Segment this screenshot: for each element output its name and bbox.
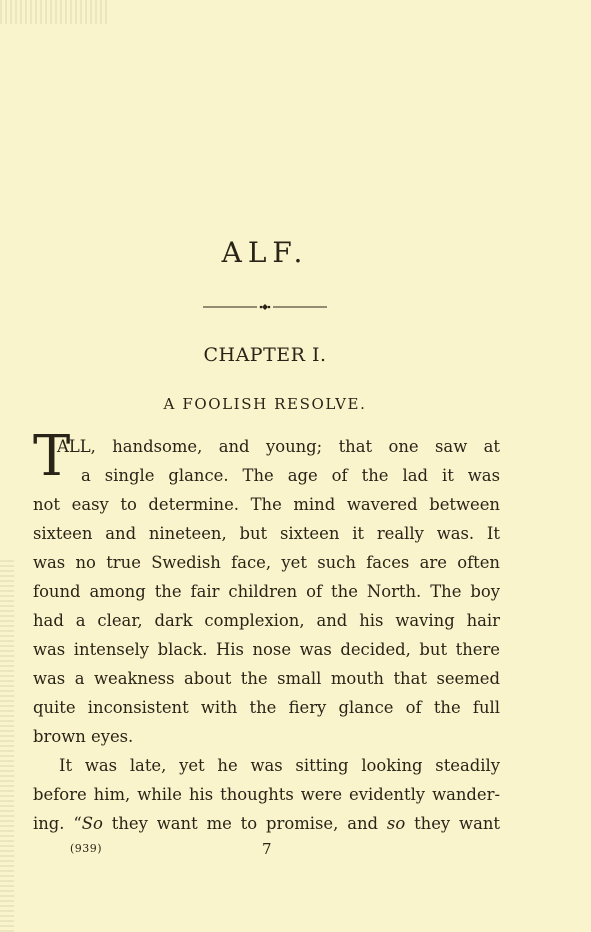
text-line: a single glance. The age of the lad it was xyxy=(81,466,500,485)
body-text xyxy=(33,424,500,838)
text-run: they want me to promise, and xyxy=(102,814,387,833)
text-run: ing. “ xyxy=(33,814,82,833)
book-title: ALF. xyxy=(221,236,309,269)
text-line: brown eyes. xyxy=(33,727,134,746)
chapter-title: A FOOLISH RESOLVE. xyxy=(163,395,367,413)
text-line xyxy=(33,809,500,838)
text-line: had a clear, dark complexion, and his waving hair xyxy=(33,611,500,630)
text-line: ALL, handsome, and young; that one saw at xyxy=(57,437,500,456)
text-line: not easy to determine. The mind wavered between xyxy=(33,495,500,514)
printer-signature: (939) xyxy=(70,842,103,855)
text-line: quite inconsistent with the fiery glance of the full xyxy=(33,698,500,717)
text-line: before him, while his thoughts were evidently wander- xyxy=(33,785,500,804)
drop-cap: T xyxy=(33,424,71,489)
italic-text: so xyxy=(386,814,406,833)
text-run: they want xyxy=(405,814,500,833)
ornamental-rule xyxy=(203,302,327,312)
text-line: It was late, yet he was sitting looking steadily xyxy=(59,756,500,775)
text-line: was a weakness about the small mouth that seemed xyxy=(33,669,500,688)
chapter-number: CHAPTER I. xyxy=(203,344,327,366)
text-line: sixteen and nineteen, but sixteen it really was. It xyxy=(33,524,500,543)
page-number: 7 xyxy=(262,840,272,858)
scan-edge-top xyxy=(0,0,110,24)
italic-text: So xyxy=(81,814,103,833)
text-line: was intensely black. His nose was decided, but there xyxy=(33,640,500,659)
text-line: was no true Swedish face, yet such faces are often xyxy=(33,553,500,572)
text-line: found among the fair children of the North. The boy xyxy=(33,582,500,601)
scan-edge-left xyxy=(0,560,14,932)
